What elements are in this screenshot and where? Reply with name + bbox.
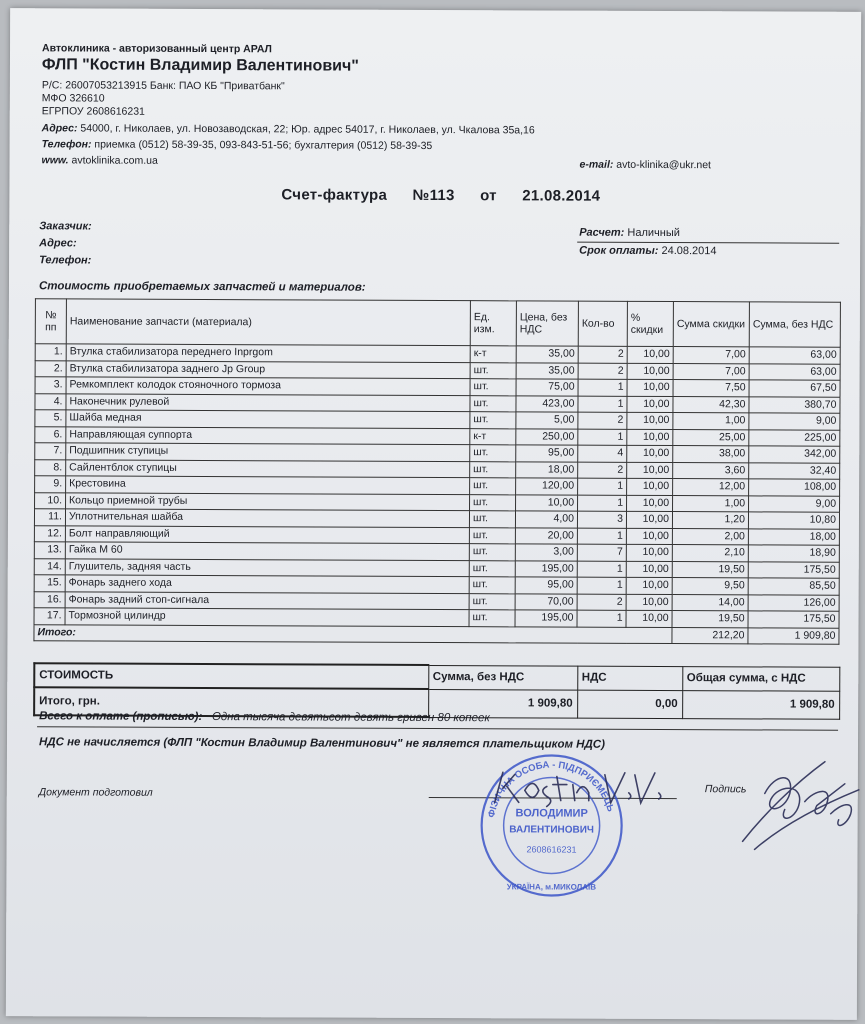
handwritten-name (485, 762, 685, 813)
cell-name: Втулка стабилизатора переднего Inprgom (66, 344, 470, 362)
cell-unit: шт. (469, 593, 515, 610)
cell-price: 75,00 (516, 379, 578, 396)
cell-discount-pct: 10,00 (627, 412, 673, 429)
cell-discount-sum: 9,50 (672, 578, 748, 595)
owner-name: ФЛП "Костин Владимир Валентинович" (41, 56, 359, 75)
address-row (42, 122, 535, 136)
cell-sum: 9,00 (749, 413, 840, 430)
cell-name: Болт направляющий (65, 525, 469, 543)
cell-unit: шт. (470, 445, 516, 462)
cell-num: 5. (35, 410, 66, 427)
payment-underline (577, 242, 839, 244)
cell-discount-sum: 19,50 (672, 561, 748, 578)
cell-sum: 342,00 (749, 446, 840, 463)
items-body (34, 344, 840, 645)
cell-discount-pct: 10,00 (626, 528, 672, 545)
section-title: Стоимость приобретаемых запчастей и материалов: (38, 280, 366, 294)
cell-discount-sum: 2,10 (672, 545, 748, 562)
mfo: МФО 326610 (41, 92, 105, 105)
cell-discount-pct: 10,00 (626, 544, 672, 561)
total-sum: 1 909,80 (748, 627, 839, 644)
email-row (579, 159, 711, 172)
phone-label: Телефон: (41, 138, 92, 151)
customer-address-label: Адрес: (39, 237, 77, 250)
cell-name: Ремкомплект колодок стояночного тормоза (66, 377, 470, 395)
col-header-unit: Ед. изм. (470, 301, 516, 346)
cell-num: 2. (35, 360, 66, 377)
cell-price: 120,00 (516, 478, 578, 495)
col-header-sum: Сумма, без НДС (749, 302, 840, 347)
cell-num: 15. (34, 575, 65, 592)
cell-num: 16. (34, 591, 65, 608)
address-value: 54000, г. Николаев, ул. Новозаводская, 22; Юр. адрес 54017, г. Николаев, ул. Чкалова 35а,16 (80, 122, 535, 137)
cell-discount-sum: 7,00 (673, 363, 749, 380)
in-words-row (39, 710, 490, 724)
cell-sum: 18,90 (748, 545, 839, 562)
cell-unit: шт. (470, 494, 516, 511)
due-row (579, 245, 716, 258)
cell-num: 7. (35, 443, 66, 460)
cell-name: Тормозной цилиндр (65, 608, 469, 626)
summary-sum-value: 1 909,80 (428, 689, 577, 718)
edrpou: ЕГРПОУ 2608616231 (41, 105, 145, 118)
invoice-sheet (6, 8, 861, 1020)
cell-qty: 1 (577, 577, 626, 594)
email-value: avto-klinika@ukr.net (616, 158, 712, 172)
cell-sum: 126,00 (748, 594, 839, 611)
cell-price: 423,00 (516, 395, 578, 412)
cell-discount-pct: 10,00 (627, 495, 673, 512)
cell-discount-sum: 7,50 (673, 380, 749, 397)
cell-name: Направляющая суппорта (66, 426, 470, 444)
stamp-ring-text: ФІЗИЧНА ОСОБА - ПІДПРИЄМЕЦЬ (486, 759, 616, 819)
cell-sum: 18,00 (748, 528, 839, 545)
cell-sum: 32,40 (749, 462, 840, 479)
stamp-line2: ВАЛЕНТИНОВИЧ (509, 824, 595, 836)
cell-price: 4,00 (515, 511, 577, 528)
cell-name: Глушитель, задняя часть (65, 558, 469, 576)
col-header-discount-sum: Сумма скидки (673, 302, 749, 347)
invoice-title-text: Счет-фактура (281, 186, 388, 204)
col-header-name: Наименование запчасти (материала) (66, 299, 470, 346)
cell-qty: 4 (578, 445, 627, 462)
company-line: Автоклиника - авторизованный центр АРАЛ (42, 42, 272, 56)
cell-qty: 1 (577, 528, 626, 545)
cell-name: Уплотнительная шайба (65, 509, 469, 527)
cell-name: Подшипник ступицы (66, 443, 470, 461)
cell-qty: 2 (577, 594, 626, 611)
cell-unit: шт. (470, 478, 516, 495)
cell-unit: шт. (469, 544, 515, 561)
col-header-price: Цена, без НДС (516, 301, 578, 346)
cell-price: 10,00 (516, 494, 578, 511)
cell-unit: шт. (470, 379, 516, 396)
cell-name: Шайба медная (66, 410, 470, 428)
cell-unit: шт. (469, 610, 515, 627)
summary-sum-header: Сумма, без НДС (428, 665, 577, 690)
col-header-num: № пп (35, 299, 66, 344)
cell-sum: 63,00 (749, 347, 840, 364)
cell-unit: шт. (470, 362, 516, 379)
cell-discount-sum: 1,20 (672, 512, 748, 529)
cell-qty: 1 (578, 495, 627, 512)
cell-qty: 1 (577, 610, 626, 627)
cell-discount-sum: 19,50 (672, 611, 748, 628)
stamp-code: 2608616231 (526, 844, 577, 855)
cell-discount-sum: 1,00 (673, 495, 749, 512)
cell-qty: 7 (577, 544, 626, 561)
cell-discount-sum: 1,00 (673, 413, 749, 430)
cell-discount-pct: 10,00 (626, 511, 672, 528)
cell-qty: 2 (578, 412, 627, 429)
cell-name: Гайка М 60 (65, 542, 469, 560)
cell-price: 250,00 (516, 428, 578, 445)
cell-discount-pct: 10,00 (627, 396, 673, 413)
customer-label: Заказчик: (39, 220, 92, 233)
total-discount: 212,20 (672, 627, 748, 644)
summary-total-header: Общая сумма, с НДС (682, 666, 839, 691)
summary-header-row (34, 663, 839, 691)
cell-name: Кольцо приемной трубы (66, 492, 470, 510)
cell-price: 3,00 (515, 544, 577, 561)
cell-price: 70,00 (515, 593, 577, 610)
summary-vat-value: 0,00 (577, 690, 682, 718)
cell-discount-pct: 10,00 (626, 594, 672, 611)
cell-num: 1. (35, 344, 66, 361)
cell-num: 17. (34, 608, 65, 625)
cell-discount-pct: 10,00 (627, 363, 673, 380)
cell-sum: 175,50 (748, 611, 839, 628)
cell-sum: 225,00 (749, 429, 840, 446)
col-header-discount-pct: % скидки (627, 301, 673, 346)
cell-qty: 2 (578, 346, 627, 363)
cell-sum: 85,50 (748, 578, 839, 595)
in-words-label: Всего к оплате (прописью): (39, 710, 203, 723)
cell-name: Фонарь задний стоп-сигнала (65, 591, 469, 609)
cell-qty: 3 (577, 511, 626, 528)
cell-unit: шт. (469, 577, 515, 594)
cell-qty: 1 (578, 478, 627, 495)
bank-account: Р/С: 26007053213915 Банк: ПАО КБ "Приватбанк" (41, 79, 285, 93)
cell-unit: шт. (470, 412, 516, 429)
cell-num: 13. (34, 542, 65, 559)
cell-discount-pct: 10,00 (627, 379, 673, 396)
col-header-qty: Кол-во (578, 301, 627, 346)
cell-discount-sum: 12,00 (673, 479, 749, 496)
cell-discount-sum: 7,00 (673, 347, 749, 364)
cell-name: Наконечник рулевой (66, 393, 470, 411)
cell-discount-sum: 3,60 (673, 462, 749, 479)
table-total-row (34, 624, 839, 644)
cell-sum: 9,00 (749, 495, 840, 512)
cell-price: 20,00 (515, 527, 577, 544)
cell-unit: к-т (470, 346, 516, 363)
cell-sum: 380,70 (749, 396, 840, 413)
cell-discount-pct: 10,00 (627, 445, 673, 462)
cell-qty: 2 (578, 363, 627, 380)
cell-num: 12. (34, 525, 65, 542)
summary-total-value: 1 909,80 (682, 690, 839, 719)
cell-sum: 10,80 (748, 512, 839, 529)
cell-num: 6. (35, 426, 66, 443)
cell-price: 35,00 (516, 346, 578, 363)
stamp-bottom-text: УКРАЇНА, м.МИКОЛАЇВ (506, 882, 597, 892)
signature-label: Подпись (704, 783, 747, 796)
cell-discount-pct: 10,00 (627, 346, 673, 363)
cell-unit: шт. (469, 511, 515, 528)
email-label: e-mail: (579, 158, 614, 171)
cell-discount-pct: 10,00 (626, 577, 672, 594)
summary-row-label: Итого, грн. (34, 687, 428, 717)
cell-discount-sum: 14,00 (672, 594, 748, 611)
table-header-row (35, 299, 840, 348)
payment-value: Наличный (627, 226, 680, 240)
prepared-label: Документ подготовил (38, 786, 153, 799)
cell-discount-sum: 2,00 (672, 528, 748, 545)
cell-discount-sum: 25,00 (673, 429, 749, 446)
invoice-date-prefix: от (480, 187, 497, 205)
cell-name: Втулка стабилизатора заднего Jp Group (66, 360, 470, 378)
items-table (33, 298, 840, 645)
cell-sum: 63,00 (749, 363, 840, 380)
cell-qty: 2 (578, 462, 627, 479)
payment-label: Расчет: (579, 226, 625, 239)
website-row (42, 154, 158, 167)
cell-qty: 1 (577, 561, 626, 578)
cell-discount-pct: 10,00 (626, 610, 672, 627)
cell-discount-pct: 10,00 (626, 561, 672, 578)
payment-row (579, 227, 680, 239)
cell-price: 95,00 (515, 577, 577, 594)
cell-num: 3. (35, 377, 66, 394)
website-value: avtoklinika.com.ua (71, 154, 158, 167)
total-label: Итого: (34, 624, 672, 643)
cell-qty: 1 (578, 396, 627, 413)
invoice-number: №113 (412, 186, 455, 205)
cell-name: Крестовина (66, 476, 470, 494)
website-label: www. (41, 154, 69, 167)
cell-num: 14. (34, 558, 65, 575)
cell-unit: шт. (470, 395, 516, 412)
cell-price: 35,00 (516, 362, 578, 379)
in-words-value: Одна тысяча девятьсот девять гривен 80 копеек (211, 711, 490, 725)
cell-num: 9. (35, 476, 66, 493)
stamp-line1: ВОЛОДИМИР (515, 807, 588, 820)
cell-unit: шт. (469, 527, 515, 544)
customer-phone-label: Телефон: (39, 254, 92, 267)
cell-num: 10. (35, 492, 66, 509)
phone-value: приемка (0512) 58-39-35, 093-843-51-56; бухгалтерия (0512) 58-39-35 (94, 138, 433, 152)
cell-sum: 175,50 (748, 561, 839, 578)
cell-discount-pct: 10,00 (627, 429, 673, 446)
cell-price: 195,00 (515, 560, 577, 577)
cell-unit: шт. (469, 560, 515, 577)
cell-price: 5,00 (516, 412, 578, 429)
cell-num: 4. (35, 393, 66, 410)
phone-row (42, 138, 433, 152)
cell-discount-sum: 42,30 (673, 396, 749, 413)
cell-sum: 67,50 (749, 380, 840, 397)
cell-num: 8. (35, 459, 66, 476)
cell-name: Сайлентблок ступицы (66, 459, 470, 477)
cell-unit: к-т (470, 428, 516, 445)
in-words-underline (37, 726, 838, 730)
due-value: 24.08.2014 (661, 244, 717, 258)
cell-price: 18,00 (516, 461, 578, 478)
invoice-title (281, 186, 600, 204)
cell-qty: 1 (578, 429, 627, 446)
cell-discount-sum: 38,00 (673, 446, 749, 463)
cell-qty: 1 (578, 379, 627, 396)
summary-cost-header: СТОИМОСТЬ (34, 663, 428, 689)
cell-discount-pct: 10,00 (627, 462, 673, 479)
cell-name: Фонарь заднего хода (65, 575, 469, 593)
cell-sum: 108,00 (749, 479, 840, 496)
cell-num: 11. (34, 509, 65, 526)
summary-vat-header: НДС (577, 666, 682, 690)
signature-scribble (735, 753, 863, 854)
due-label: Срок оплаты: (579, 244, 659, 257)
vat-note: НДС не начисляется (ФЛП "Костин Владимир Валентинович" не является плательщиком НДС) (38, 736, 605, 751)
cell-discount-pct: 10,00 (627, 478, 673, 495)
cell-price: 95,00 (516, 445, 578, 462)
invoice-date: 21.08.2014 (522, 187, 601, 205)
cell-unit: шт. (470, 461, 516, 478)
cell-price: 195,00 (515, 610, 577, 627)
address-label: Адрес: (41, 122, 78, 135)
